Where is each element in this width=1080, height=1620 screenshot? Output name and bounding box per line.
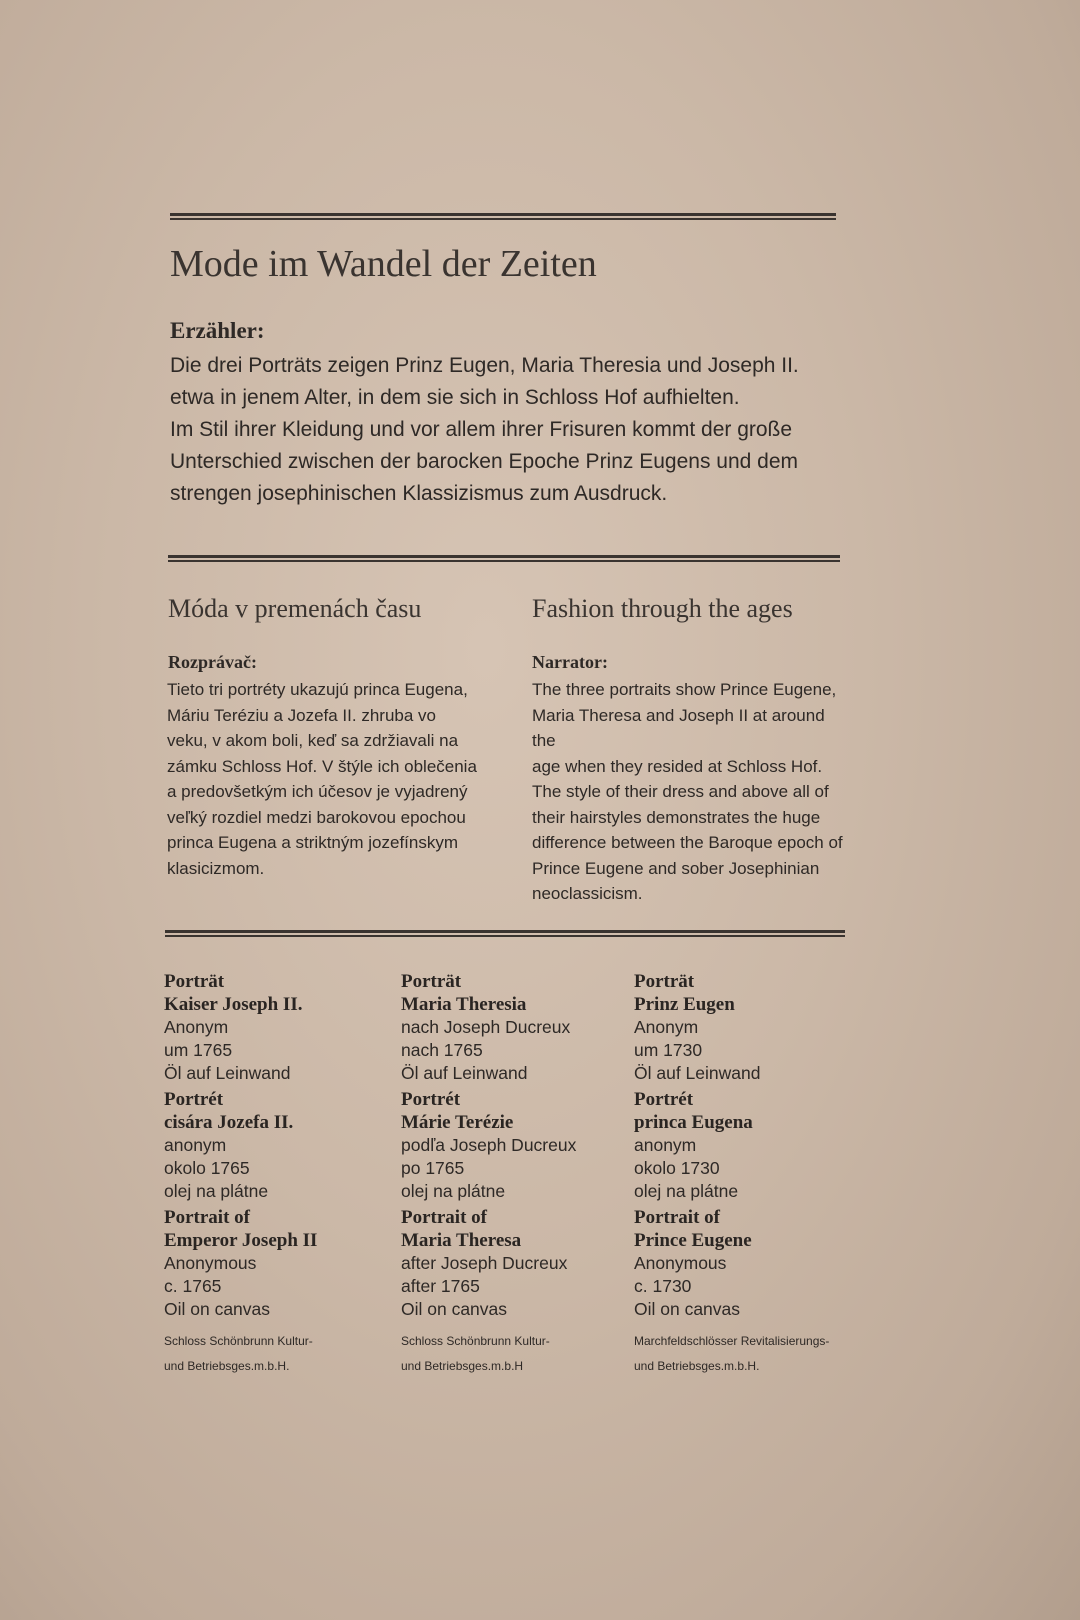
german-line: Unterschied zwischen der barocken Epoche Prinz Eugens und dem <box>170 450 799 473</box>
portrait-medium: Öl auf Leinwand <box>634 1063 761 1083</box>
portrait-subject: Maria Theresia <box>401 994 527 1015</box>
portrait-medium: Oil on canvas <box>164 1299 271 1319</box>
german-line: Im Stil ihrer Kleidung und vor allem ihrer Frisuren kommt der große <box>170 418 793 441</box>
english-line: Maria Theresa and Joseph II at around the <box>532 705 825 750</box>
slovak-line: a predovšetkým ich účesov je vyjadrený <box>167 782 468 801</box>
english-paragraph <box>532 677 852 907</box>
portrait-artist: Anonym <box>164 1017 229 1037</box>
portrait-date: after 1765 <box>401 1276 480 1296</box>
german-line: Die drei Porträts zeigen Prinz Eugen, Maria Theresia und Joseph II. <box>170 354 799 377</box>
portrait-date: okolo 1765 <box>164 1158 250 1178</box>
portrait-date: c. 1765 <box>164 1276 222 1296</box>
credit-line: und Betriebsges.m.b.H. <box>634 1359 760 1373</box>
portrait-artist: podľa Joseph Ducreux <box>401 1135 577 1155</box>
portrait-medium: olej na plátne <box>401 1181 506 1201</box>
slovak-line: Máriu Teréziu a Jozefa II. zhruba vo <box>167 705 436 725</box>
english-line: The three portraits show Prince Eugene, <box>532 680 837 699</box>
portrait-artist: anonym <box>164 1135 227 1155</box>
slovak-line: klasicizmom. <box>167 858 265 878</box>
credit-line: Schloss Schönbrunn Kultur- <box>401 1334 550 1348</box>
slovak-line: princa Eugena a striktným jozefínskym <box>167 833 459 852</box>
portrait-subject: Prince Eugene <box>634 1230 752 1251</box>
portrait-credit <box>634 1329 864 1379</box>
slovak-title: Móda v premenách času <box>168 594 422 623</box>
portrait-column-maria-theresia <box>401 970 631 1379</box>
german-title: Mode im Wandel der Zeiten <box>170 243 597 285</box>
slovak-line: zámku Schloss Hof. V štýle ich oblečenia <box>167 756 477 776</box>
portrait-subject: Maria Theresa <box>401 1230 522 1251</box>
portrait-subject: Prinz Eugen <box>634 994 735 1015</box>
portrait-medium: Öl auf Leinwand <box>164 1063 291 1083</box>
portrait-medium: Oil on canvas <box>634 1299 741 1319</box>
portrait-subject: princa Eugena <box>634 1112 753 1133</box>
portrait-artist: Anonymous <box>634 1253 727 1273</box>
slovak-line: veľký rozdiel medzi barokovou epochou <box>167 807 466 827</box>
portrait-artist: anonym <box>634 1135 697 1155</box>
top-divider <box>170 213 836 216</box>
portrait-column-joseph <box>164 970 394 1379</box>
english-line: The style of their dress and above all of <box>532 782 829 801</box>
portrait-medium: Öl auf Leinwand <box>401 1063 528 1083</box>
german-paragraph <box>170 350 830 510</box>
english-line: age when they resided at Schloss Hof. <box>532 756 823 776</box>
credit-line: Schloss Schönbrunn Kultur- <box>164 1334 313 1348</box>
portrait-subject: Kaiser Joseph II. <box>164 994 303 1015</box>
slovak-paragraph <box>167 677 487 881</box>
portrait-subject: Márie Terézie <box>401 1112 514 1133</box>
slovak-line: veku, v akom boli, keď sa zdržiavali na <box>167 731 459 750</box>
portrait-credit <box>401 1329 631 1379</box>
lower-divider <box>165 930 845 933</box>
portrait-heading: Portrait of <box>401 1207 487 1228</box>
portrait-heading: Portrét <box>634 1089 694 1110</box>
portrait-date: nach 1765 <box>401 1040 483 1060</box>
portrait-date: po 1765 <box>401 1158 465 1178</box>
portrait-date: um 1765 <box>164 1040 233 1060</box>
portrait-subject: cisára Jozefa II. <box>164 1112 294 1133</box>
portrait-artist: nach Joseph Ducreux <box>401 1017 571 1037</box>
portrait-heading: Portrait of <box>634 1207 720 1228</box>
portrait-date: okolo 1730 <box>634 1158 720 1178</box>
portrait-heading: Porträt <box>401 971 462 992</box>
portrait-heading: Portrait of <box>164 1207 250 1228</box>
credit-line: Marchfeldschlösser Revitalisierungs- <box>634 1334 830 1348</box>
portrait-artist: after Joseph Ducreux <box>401 1253 568 1273</box>
english-line: difference between the Baroque epoch of <box>532 833 843 852</box>
english-title: Fashion through the ages <box>532 594 793 623</box>
english-line: Prince Eugene and sober Josephinian <box>532 858 820 878</box>
german-narrator-label: Erzähler: <box>170 318 265 343</box>
portrait-artist: Anonym <box>634 1017 699 1037</box>
portrait-medium: olej na plátne <box>164 1181 269 1201</box>
portrait-heading: Portrét <box>401 1089 461 1110</box>
english-line: their hairstyles demonstrates the huge <box>532 807 821 827</box>
middle-divider <box>168 555 840 558</box>
portrait-subject: Emperor Joseph II <box>164 1230 318 1251</box>
german-line: strengen josephinischen Klassizismus zum Ausdruck. <box>170 482 668 505</box>
portrait-heading: Porträt <box>634 971 695 992</box>
portrait-column-eugen <box>634 970 864 1379</box>
portrait-heading: Porträt <box>164 971 225 992</box>
slovak-narrator-label: Rozprávač: <box>168 652 257 672</box>
portrait-date: c. 1730 <box>634 1276 692 1296</box>
portrait-credit <box>164 1329 394 1379</box>
portrait-date: um 1730 <box>634 1040 703 1060</box>
credit-line: und Betriebsges.m.b.H. <box>164 1359 290 1373</box>
slovak-line: Tieto tri portréty ukazujú princa Eugena, <box>167 680 468 699</box>
portrait-medium: Oil on canvas <box>401 1299 508 1319</box>
portrait-medium: olej na plátne <box>634 1181 739 1201</box>
credit-line: und Betriebsges.m.b.H <box>401 1359 524 1373</box>
english-line: neoclassicism. <box>532 884 643 903</box>
german-line: etwa in jenem Alter, in dem sie sich in Schloss Hof aufhielten. <box>170 386 740 409</box>
portrait-heading: Portrét <box>164 1089 224 1110</box>
english-narrator-label: Narrator: <box>532 652 608 672</box>
portrait-artist: Anonymous <box>164 1253 257 1273</box>
